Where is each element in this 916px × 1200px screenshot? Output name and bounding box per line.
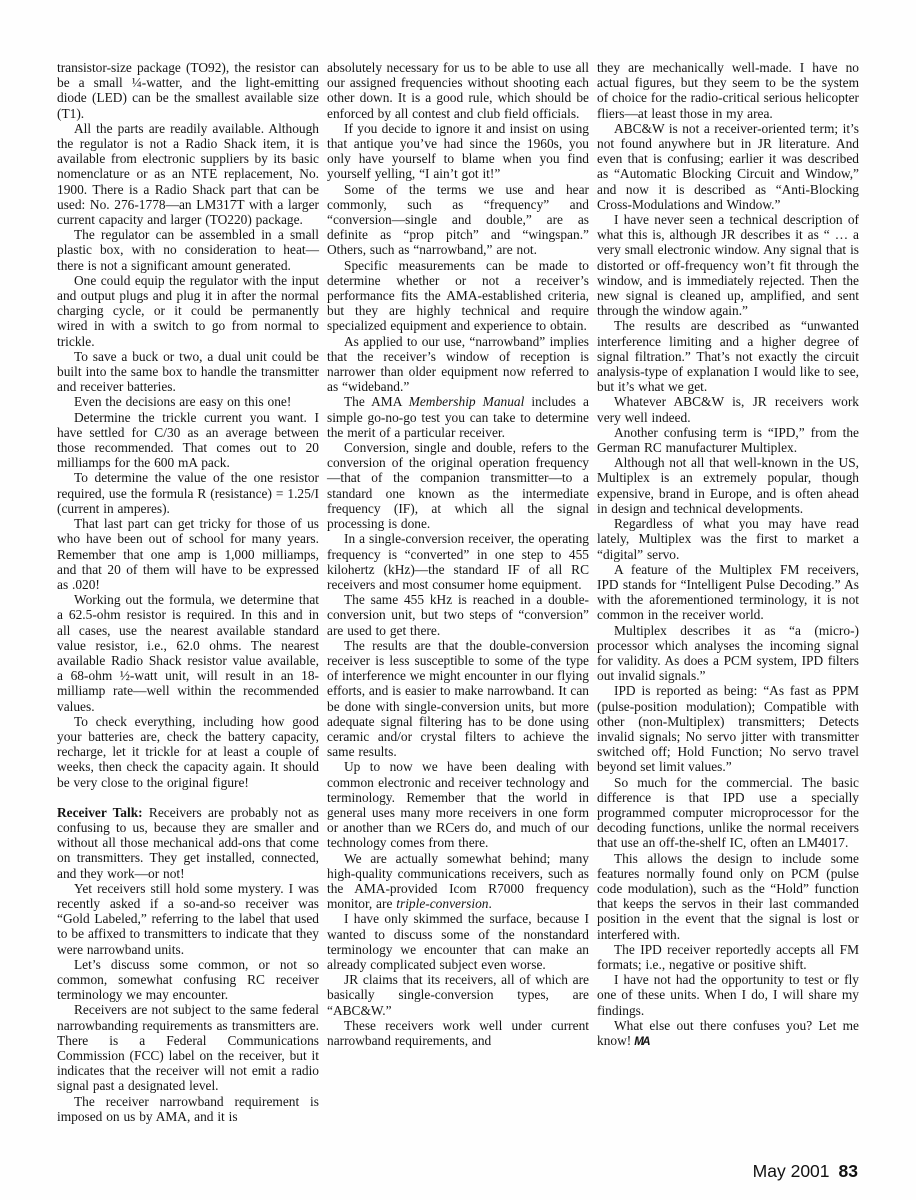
paragraph [57,394,319,409]
ma-end-logo: MA [634,1036,650,1048]
body-text: Regardless of what you may have read lately, Multiplex was the first to market a “digital” servo. [597,516,859,562]
paragraph [57,592,319,714]
body-text: Conversion, single and double, refers to the conversion of the original operation frequency—that of the companion transmitter—to a standard one known as the intermediate frequency (IF), at which all the signal processing is done. [327,440,589,532]
paragraph [597,972,859,1018]
body-text: The regulator can be assembled in a small plastic box, with no consideration to heat—there is not a significant amount generated. [57,227,319,273]
text-column-1 [57,60,319,1124]
page-number: 83 [838,1161,858,1181]
paragraph [597,212,859,318]
body-text: Let’s discuss some common, or not so common, somewhat confusing RC receiver terminology we may encounter. [57,956,319,1003]
paragraph [327,60,589,121]
paragraph [57,881,319,957]
body-text: The AMA [344,394,409,410]
paragraph [57,470,319,516]
paragraph [57,60,319,121]
paragraph [57,410,319,471]
paragraph [597,851,859,942]
body-text: These receivers work well under current narrowband requirements, and [327,1017,589,1048]
body-text: Receivers are probably not as confusing to us, because they are smaller and without all those mechanical add-ons that come on transmitters. They get installed, connected, and they work—or not! [57,804,319,881]
body-text: This allows the design to include some features normally found only on PCM (pulse code modulation), such as the “Hold” function that keeps the servos in their last commanded position in the event that the signal is lost or interfered with. [597,850,859,942]
paragraph [57,957,319,1003]
body-text: Specific measurements can be made to determine whether or not a receiver’s performance fits the AMA-established criteria, but they are highly technical and require specialized equipment and experience to obtain. [327,257,589,334]
paragraph [327,121,589,182]
body-text: The IPD receiver reportedly accepts all FM formats; i.e., negative or positive shift. [597,941,859,972]
body-text: Receivers are not subject to the same federal narrowbanding requirements as transmitters are. There is a Federal Communications Commission (FCC) label on the receiver, but it indicates that the receiver will not emit a radio signal past a designated level. [57,1002,319,1094]
paragraph [327,394,589,440]
paragraph [57,349,319,395]
body-text: absolutely necessary for us to be able to use all our assigned frequencies without shooting each other down. It is a good rule, which should be enforced by all contest and club field officials. [327,60,589,121]
paragraph [597,562,859,623]
body-text: The results are described as “unwanted interference limiting and a higher degree of signal filtration.” That’s not exactly the circuit analysis-type of explanation I would like to see, but it’s what we get. [597,318,859,395]
paragraph [597,516,859,562]
paragraph [597,942,859,972]
body-text: To check everything, including how good your batteries are, check the battery capacity, recharge, let it trickle for at least a couple of weeks, then check the capacity again. It should be very close to the original figure! [57,713,319,790]
body-text: Another confusing term is “IPD,” from the German RC manufacturer Multiplex. [597,424,859,456]
paragraph [327,851,589,912]
paragraph [597,1018,859,1050]
body-text: Up to now we have been dealing with common electronic and receiver technology and terminology. Remember that the world in general uses many more receivers in one form or another than we RCers do, and much of our technology comes from there. [327,759,589,851]
paragraph [597,394,859,424]
body-text: Yet receivers still hold some mystery. I was recently asked if a so-and-so receiver was “Gold Labeled,” referring to the label that used to be affixed to transmitters to indicate that they were narrowband units. [57,880,319,957]
body-text: We are actually somewhat behind; many high-quality communications receivers, such as the AMA-provided Icom R7000 frequency monitor, are [327,850,589,912]
paragraph [327,182,589,258]
body-text: Determine the trickle current you want. I have settled for C/30 as an average between those recommended. That comes out to 20 milliamps for the 600 mA pack. [57,409,319,471]
paragraph [57,227,319,273]
body-text: That last part can get tricky for those of us who have been out of school for many years. Remember that one amp is 1,000 milliamps, and that 20 of them will have to be expressed as .020! [57,516,319,592]
italic-text: Membership Manual [408,394,525,410]
paragraph [597,121,859,212]
body-text: Even the decisions are easy on this one! [74,394,292,410]
body-text: I have not had the opportunity to test or fly one of these units. When I do, I will share my findings. [597,972,859,1018]
paragraph [597,623,859,684]
paragraph [327,1018,589,1048]
paragraph [57,516,319,592]
paragraph [327,638,589,760]
body-text: they are mechanically well-made. I have no actual figures, but they seem to be the system of choice for the radio-critical serious helicopter fliers—at least those in my area. [597,60,859,121]
body-text: So much for the commercial. The basic difference is that IPD use a specially programmed computer microprocessor for the decoding functions, unlike the normal receivers that use an off-the-shelf IC, often an LM4017. [597,774,859,851]
body-text: includes a simple go-no-go test you can take to determine the merit of a particular receiver. [327,394,590,440]
body-text: Although not all that well-known in the US, Multiplex is an extremely popular, though expensive, brand in Europe, and is often ahead in design and technical developments. [597,455,859,516]
paragraph [597,683,859,774]
paragraph [327,592,589,638]
body-text: I have never seen a technical description of what this is, although JR describes it as “ … a very small electronic window. Any signal that is distorted or off-frequency won’t fit through the window, and is immediately rejected. Then the new signal is cleaned up, amplified, and sent through the window again.” [597,212,859,319]
body-text: As applied to our use, “narrowband” implies that the receiver’s window of reception is narrower than older equipment now referred to as “wideband.” [327,333,589,395]
paragraph [57,1002,319,1093]
paragraph [597,425,859,455]
paragraph [327,759,589,850]
body-text: I have only skimmed the surface, because I wanted to discuss some of the nonstandard terminology we encounter that can make an already complicated subject even worse. [327,911,589,972]
section-heading: Receiver Talk: [57,804,143,820]
body-text: . [488,896,492,912]
page-footer [753,1161,858,1182]
body-text: Working out the formula, we determine that a 62.5-ohm resistor is required. In this and in all cases, use the nearest available standard value resistor, i.e., 62.0 ohms. The nearest available Radio Shack resistor value available, a 68-ohm ½-watt unit, will result in an 18-milliamp rate—well within the recommended values. [57,592,319,714]
body-text: The results are that the double-conversion receiver is less susceptible to some of the type of interference we might encounter in our flying efforts, and is easier to make narrowband. It can be done with single-conversion units, but more adequate signal filtering has to be done using ceramic and/or crystal filters to achieve the same results. [327,637,589,760]
body-text: Whatever ABC&W is, JR receivers work very well indeed. [597,394,859,425]
paragraph [57,121,319,227]
paragraph [327,531,589,592]
body-text: JR claims that its receivers, all of which are basically single-conversion types, are “ABC&W.” [327,972,589,1018]
body-text: Some of the terms we use and hear commonly, such as “frequency” and “conversion—single and double,” are as definite as “prop pitch” and “wingspan.” Others, such as “narrowband,” are not. [327,181,589,258]
text-column-2 [327,60,589,1124]
body-text: Multiplex describes it as “a (micro-) processor which analyses the incoming signal for validity. As does a PCM system, IPD filters out invalid signals.” [597,622,859,684]
paragraph [57,273,319,349]
paragraph [327,911,589,972]
paragraph [57,805,319,881]
body-text: IPD is reported as being: “As fast as PPM (pulse-position modulation); Compatible with other (non-Multiplex) transmitters; Detects invalid signals; No servo jitter with transmitter switched off; Hold Function; No servo travel beyond set limit values.” [597,683,859,775]
paragraph [57,1094,319,1124]
paragraph [597,775,859,851]
body-text: To save a buck or two, a dual unit could be built into the same box to handle the transmitter and receiver batteries. [57,348,319,395]
issue-date: May 2001 [752,1161,830,1181]
paragraph [327,440,589,531]
body-text: The same 455 kHz is reached in a double-conversion unit, but two steps of “conversion” are used to get there. [327,592,589,638]
paragraph [327,972,589,1018]
paragraph [327,258,589,334]
body-text: To determine the value of the one resistor required, use the formula R (resistance) = 1.25/I (current in amperes). [57,470,319,516]
body-text: transistor-size package (TO92), the resistor can be a small ¼-watter, and the light-emitting diode (LED) can be the smallest available size (T1). [57,60,319,121]
body-text: All the parts are readily available. Although the regulator is not a Radio Shack item, it is available from electronic suppliers by its basic nomenclature or as an NTE replacement, No. 1900. There is a Radio Shack part that can be used: No. 276-1778—an LM317T with a larger current capacity and larger (TO220) package. [57,120,319,228]
paragraph [327,334,589,395]
body-text: A feature of the Multiplex FM receivers, IPD stands for “Intelligent Pulse Decoding.” As with the aforementioned terminology, it is not common in the receiver world. [597,561,859,623]
body-text: In a single-conversion receiver, the operating frequency is “converted” in one step to 455 kilohertz (kHz)—the standard IF of all RC receivers and most consumer home equipment. [327,531,589,592]
body-text: If you decide to ignore it and insist on using that antique you’ve had since the 1960s, you only have yourself to blame when you find yourself yelling, “I ain’t got it!” [327,120,589,182]
paragraph [597,60,859,121]
article-body [57,60,859,1124]
body-text: The receiver narrowband requirement is imposed on us by AMA, and it is [57,1093,319,1124]
italic-text: triple-conversion [396,896,489,912]
body-text: What else out there confuses you? Let me know! [597,1017,859,1048]
body-text: ABC&W is not a receiver-oriented term; it’s not found anywhere but in JR literature. And even that is confusing; earlier it was described as “Automatic Blocking Circuit and Window,” and now it is described as “Anti-Blocking Cross-Modulations and Window.” [597,120,859,212]
text-column-3 [597,60,859,1124]
body-text: One could equip the regulator with the input and output plugs and plug it in after the normal charging cycle, or it could be permanently wired in with a switch to go from normal to trickle. [57,272,319,349]
paragraph [57,714,319,790]
paragraph [597,455,859,516]
paragraph [597,318,859,394]
